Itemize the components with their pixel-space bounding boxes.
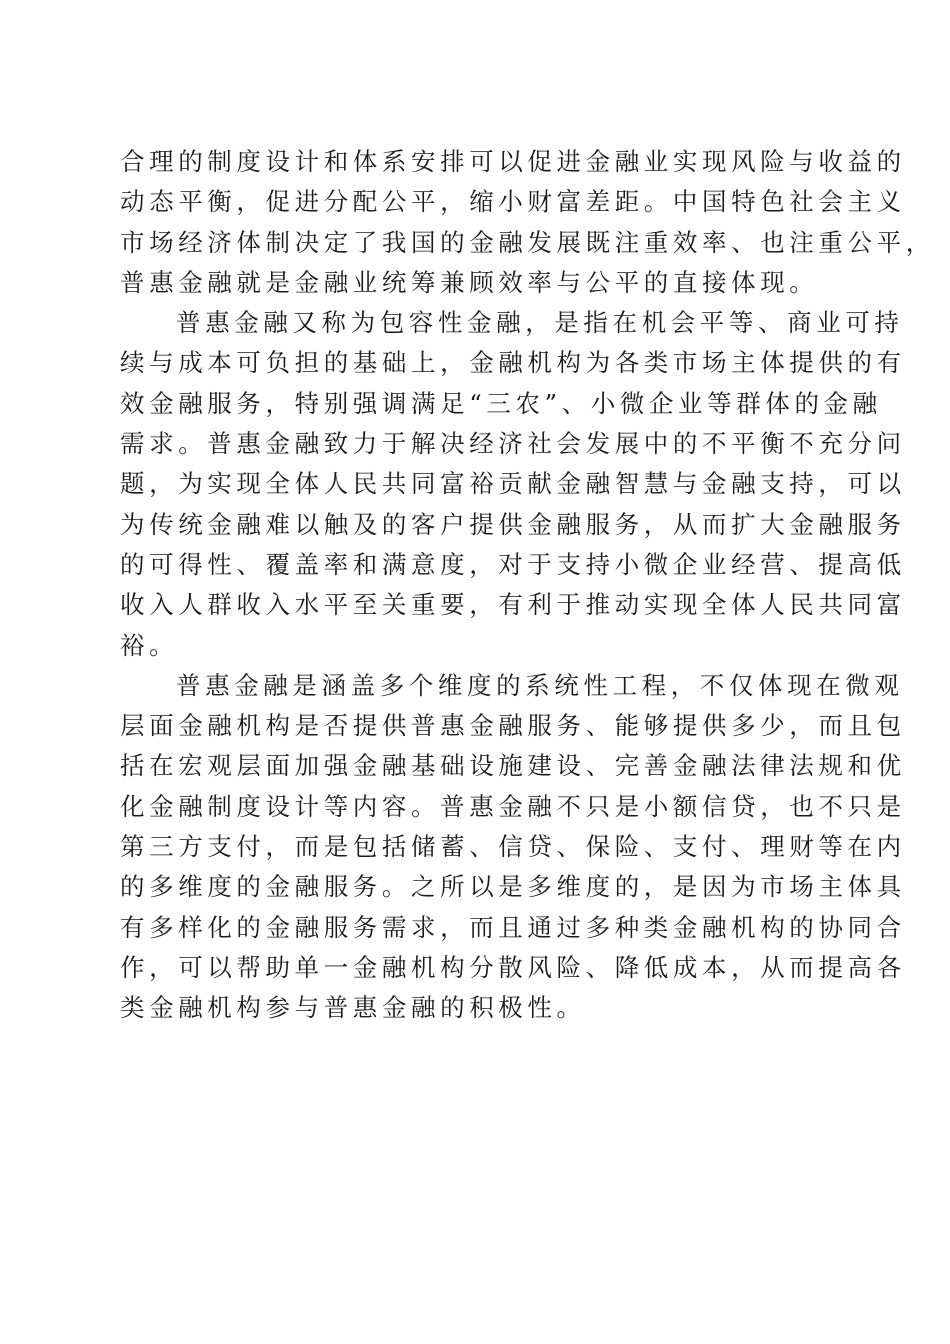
- text-line: 为传统金融难以触及的客户提供金融服务，从而扩大金融服务: [120, 509, 906, 539]
- text-line: 普惠金融又称为包容性金融，是指在机会平等、商业可持: [176, 308, 904, 338]
- text-line: 市场经济体制决定了我国的金融发展既注重效率、也注重公平，: [120, 227, 935, 257]
- text-line: 动态平衡，促进分配公平，缩小财富差距。中国特色社会主义: [120, 187, 906, 217]
- text-line: 效金融服务，特别强调满足“三农”、小微企业等群体的金融: [120, 388, 882, 418]
- text-line: 有多样化的金融服务需求，而且通过多种类金融机构的协同合: [120, 912, 906, 942]
- text-line: 第三方支付，而是包括储蓄、信贷、保险、支付、理财等在内: [120, 832, 906, 862]
- text-line: 普惠金融是涵盖多个维度的系统性工程，不仅体现在微观: [176, 670, 904, 700]
- text-line: 收入人群收入水平至关重要，有利于推动实现全体人民共同富: [120, 590, 906, 620]
- text-line: 作，可以帮助单一金融机构分散风险、降低成本，从而提高各: [120, 952, 906, 982]
- text-line: 化金融制度设计等内容。普惠金融不只是小额信贷，也不只是: [120, 791, 906, 821]
- text-line: 的多维度的金融服务。之所以是多维度的，是因为市场主体具: [120, 872, 906, 902]
- text-line: 合理的制度设计和体系安排可以促进金融业实现风险与收益的: [120, 147, 906, 176]
- text-line: 类金融机构参与普惠金融的积极性。: [120, 993, 586, 1023]
- text-line: 裕。: [120, 630, 179, 660]
- text-line: 括在宏观层面加强金融基础设施建设、完善金融法律法规和优: [120, 751, 906, 781]
- text-line: 续与成本可负担的基础上，金融机构为各类市场主体提供的有: [120, 348, 906, 378]
- paragraph-3: [120, 666, 906, 1029]
- text-line: 普惠金融就是金融业统筹兼顾效率与公平的直接体现。: [120, 267, 819, 297]
- paragraph-2: [120, 303, 906, 666]
- paragraph-1: [120, 142, 935, 303]
- text-line: 层面金融机构是否提供普惠金融服务、能够提供多少，而且包: [120, 711, 906, 741]
- document-body: [120, 142, 935, 1029]
- text-line: 题，为实现全体人民共同富裕贡献金融智慧与金融支持，可以: [120, 469, 906, 499]
- text-line: 的可得性、覆盖率和满意度，对于支持小微企业经营、提高低: [120, 549, 906, 579]
- text-line: 需求。普惠金融致力于解决经济社会发展中的不平衡不充分问: [120, 429, 906, 459]
